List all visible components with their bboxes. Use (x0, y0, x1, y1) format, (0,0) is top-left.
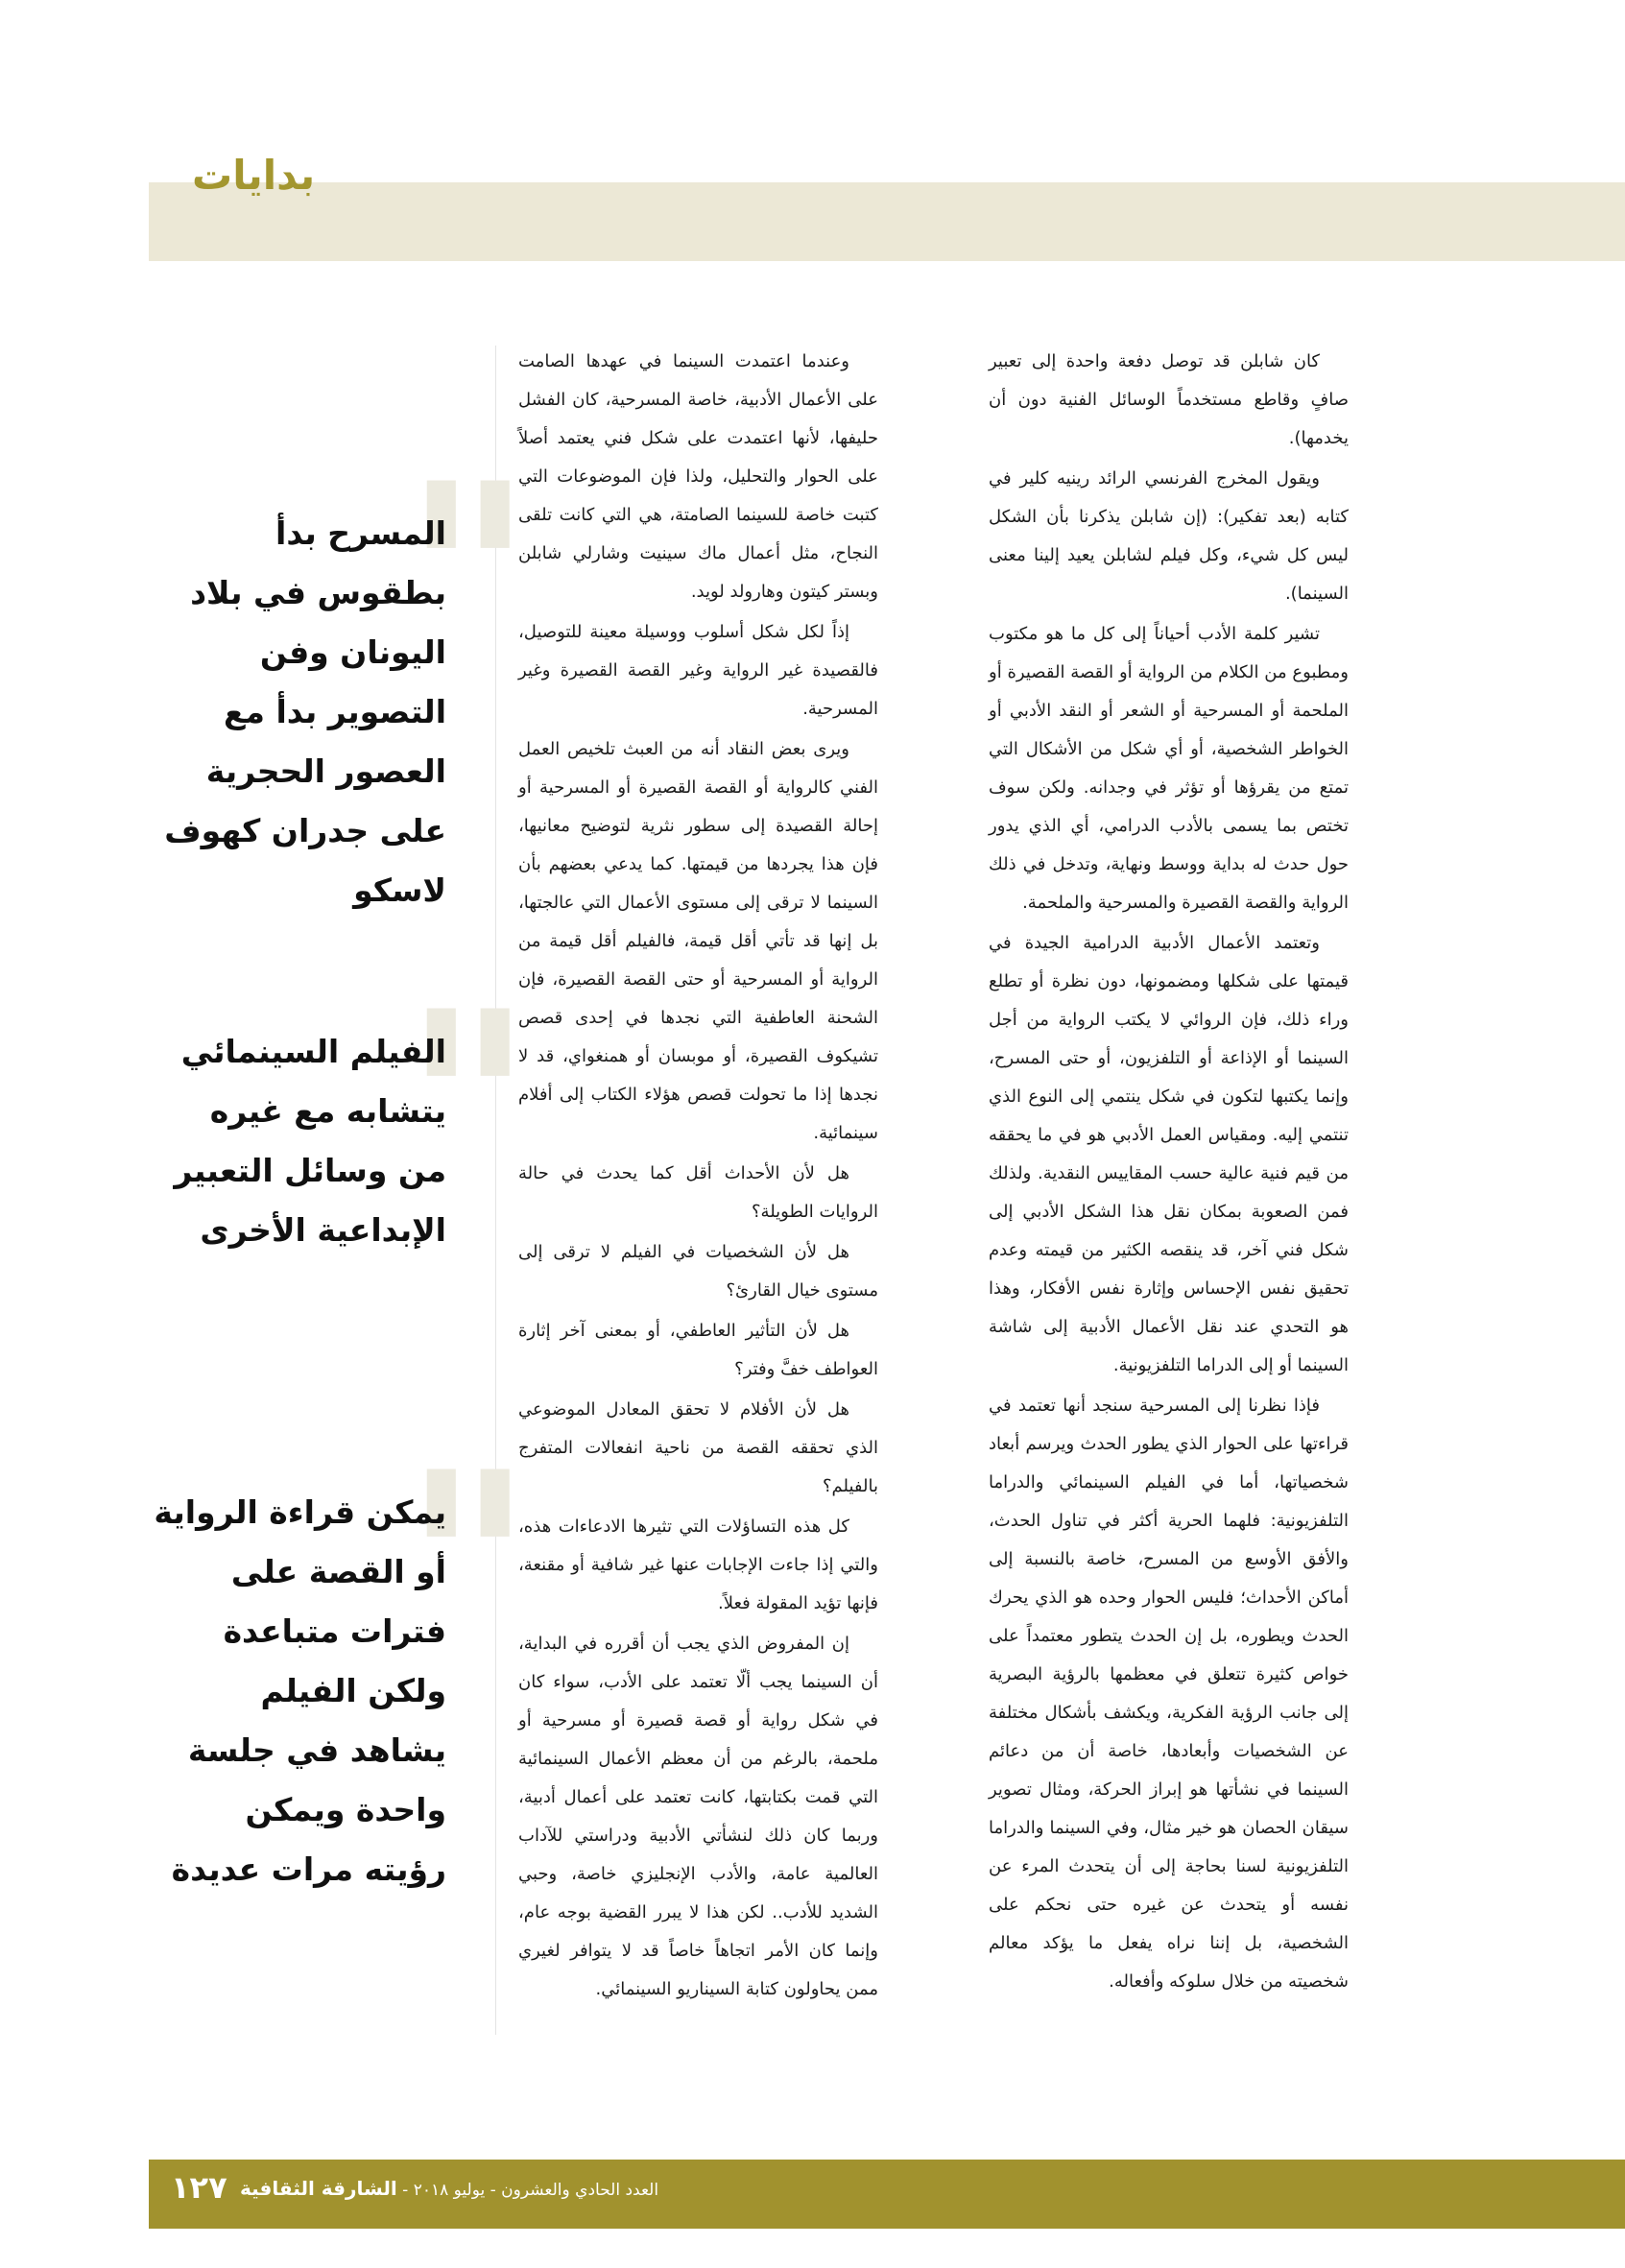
paragraph: إن المفروض الذي يجب أن أقرره في البداية، أن السينما يجب ألّا تعتمد على الأدب، سواء كان في شكل رواية أو قصة قصيرة أو مسرحية أو ملحمة، بالرغم من أن معظم الأعمال السينمائية التي قمت بكتابتها، كانت تعتمد على أعمال أدبية، وربما كان ذلك لنشأتي الأدبية ودراستي للآداب العالمية عامة، والأدب الإنجليزي خاصة، وحبي الشديد للأدب.. لكن هذا لا يبرر القضية بوجه عام، وإنما كان الأمر اتجاهاً خاصاً قد لا يتوافر لغيري ممن يحاولون كتابة السيناريو السينمائي. (518, 1634, 878, 1999)
pull-quote: المسرح بدأ بطقوس في بلاد اليونان وفن التصوير بدأ مع العصور الحجرية على جدران كهوف لاسكو (164, 514, 446, 909)
page-number: ١٢٧ (171, 2169, 227, 2206)
pull-quote: يمكن قراءة الرواية أو القصة على فترات متباعدة ولكن الفيلم يشاهد في جلسة واحدة ويمكن رؤيته مرات عديدة (154, 1493, 446, 1888)
header-band (149, 182, 1625, 261)
issue-text: العدد الحادي والعشرون - يوليو ٢٠١٨ - (396, 2181, 659, 2200)
quote-mark-icon: " (403, 429, 534, 722)
paragraph: إذاً لكل شكل أسلوب ووسيلة معينة للتوصيل، فالقصيدة غير الرواية وغير القصة القصيرة وغير المسرحية. (518, 622, 878, 719)
quote-mark-icon: " (403, 957, 534, 1250)
paragraph: هل لأن التأثير العاطفي، أو بمعنى آخر إثارة العواطف خفَّ وفتر؟ (518, 1321, 878, 1379)
paragraph: هل لأن الأحداث أقل كما يحدث في حالة الروايات الطويلة؟ (518, 1163, 878, 1222)
paragraph: تشير كلمة الأدب أحياناً إلى كل ما هو مكتوب ومطبوع من الكلام من الرواية أو القصة القصيرة أو الملحمة أو المسرحية أو الشعر أو النقد الأدبي أو الخواطر الشخصية، أو أي شكل من الأشكال التي تمتع من يقرؤها أو تؤثر في وجدانه. ولكن سوف تختص بما يسمى بالأدب الدرامي، أي الذي يدور حول حدث له بداية ووسط ونهاية، وتدخل في ذلك الرواية والقصة القصيرة والمسرحية والملحمة. (989, 624, 1349, 913)
quote-mark-icon: " (403, 1418, 534, 1710)
paragraph: كان شابلن قد توصل دفعة واحدة إلى تعبير صافٍ وقاطع مستخدماً الوسائل الفنية دون أن يخدمها). (989, 351, 1349, 448)
paragraph: هل لأن الشخصيات في الفيلم لا ترقى إلى مستوى خيال القارئ؟ (518, 1242, 878, 1301)
paragraph: ويقول المخرج الفرنسي الرائد رينيه كلير في كتابه (بعد تفكير): (إن شابلن يذكرنا بأن الشكل ليس كل شيء، وكل فيلم لشابلن يعيد إلينا معنى السينما). (989, 468, 1349, 604)
footer-issue (240, 2177, 658, 2200)
paragraph: ويرى بعض النقاد أنه من العبث تلخيص العمل الفني كالرواية أو القصة القصيرة أو المسرحية أو إحالة القصيدة إلى سطور نثرية لتوضيح معانيها، فإن هذا يجردها من قيمتها. كما يدعي بعضهم بأن السينما لا ترقى إلى مستوى الأعمال التي عالجتها، بل إنها قد تأتي أقل قيمة، فالفيلم أقل قيمة من الرواية أو المسرحية أو حتى القصة القصيرة، فإن الشحنة العاطفية التي نجدها في إحدى قصص تشيكوف القصيرة، أو موبسان أو همنغواي، قد لا نجدها إذا ما تحولت قصص هؤلاء الكتاب إلى أفلام سينمائية. (518, 739, 878, 1143)
magazine-brand: الشارقة الثقافية (240, 2177, 397, 2200)
section-title: بدايات (192, 152, 316, 199)
article-column-right (989, 343, 1349, 2003)
paragraph: كل هذه التساؤلات التي تثيرها الادعاءات هذه، والتي إذا جاءت الإجابات عنها غير شافية أو مقنعة، فإنها تؤيد المقولة فعلاً. (518, 1516, 878, 1613)
paragraph: فإذا نظرنا إلى المسرحية سنجد أنها تعتمد في قراءتها على الحوار الذي يطور الحدث ويرسم أبعاد شخصياتها، أما في الفيلم السينمائي والدراما التلفزيونية: فلهما الحرية أكثر في تناول الحدث، والأفق الأوسع من المسرح، خاصة بالنسبة إلى أماكن الأحداث؛ فليس الحوار وحده هو الذي يحرك الحدث ويطوره، بل إن الحدث يتطور معتمداً على خواص كثيرة تتعلق في معظمها بالرؤية البصرية إلى جانب الرؤية الفكرية، ويكشف بأشكال مختلفة عن الشخصيات وأبعادها، خاصة أن من دعائم السينما في نشأتها هو إبراز الحركة، ومثال تصوير سيقان الحصان هو خير مثال، وفي السينما والدراما التلفزيونية لسنا بحاجة إلى أن يتحدث المرء عن نفسه أو يتحدث عن غيره حتى نحكم على الشخصية، بل إننا نراه يفعل ما يؤكد معالم شخصيته من خلال سلوكه وأفعاله. (989, 1396, 1349, 1992)
paragraph: وعندما اعتمدت السينما في عهدها الصامت على الأعمال الأدبية، خاصة المسرحية، كان الفشل حليفها، لأنها اعتمدت على شكل فني يعتمد أصلاً على الحوار والتحليل، ولذا فإن الموضوعات التي كتبت خاصة للسينما الصامتة، هي التي كانت تلقى النجاح، مثل أعمال ماك سينيت وشارلي شابلن وبستر كيتون وهارولد لويد. (518, 351, 878, 602)
paragraph: هل لأن الأفلام لا تحقق المعادل الموضوعي الذي تحققه القصة من ناحية انفعالات المتفرج بالفيلم؟ (518, 1399, 878, 1496)
paragraph: وتعتمد الأعمال الأدبية الدرامية الجيدة في قيمتها على شكلها ومضمونها، دون نظرة أو تطلع وراء ذلك، فإن الروائي لا يكتب الرواية من أجل السينما أو الإذاعة أو التلفزيون، أو حتى المسرح، وإنما يكتبها لتكون في شكل ينتمي إلى النوع الذي تنتمي إليه. ومقياس العمل الأدبي هو في ما يحققه من قيم فنية عالية حسب المقاييس النقدية. ولذلك فمن الصعوبة بمكان نقل هذا الشكل الأدبي إلى شكل فني آخر، قد ينقصه الكثير من قيمته وعدم تحقيق نفس الإحساس وإثارة نفس الأفكار، وهذا هو التحدي عند نقل الأعمال الأدبية إلى شاشة السينما أو إلى الدراما التلفزيونية. (989, 933, 1349, 1375)
article-column-middle (518, 343, 878, 2011)
pull-quote: الفيلم السينمائي يتشابه مع غيره من وسائل التعبير الإبداعية الأخرى (174, 1033, 446, 1249)
